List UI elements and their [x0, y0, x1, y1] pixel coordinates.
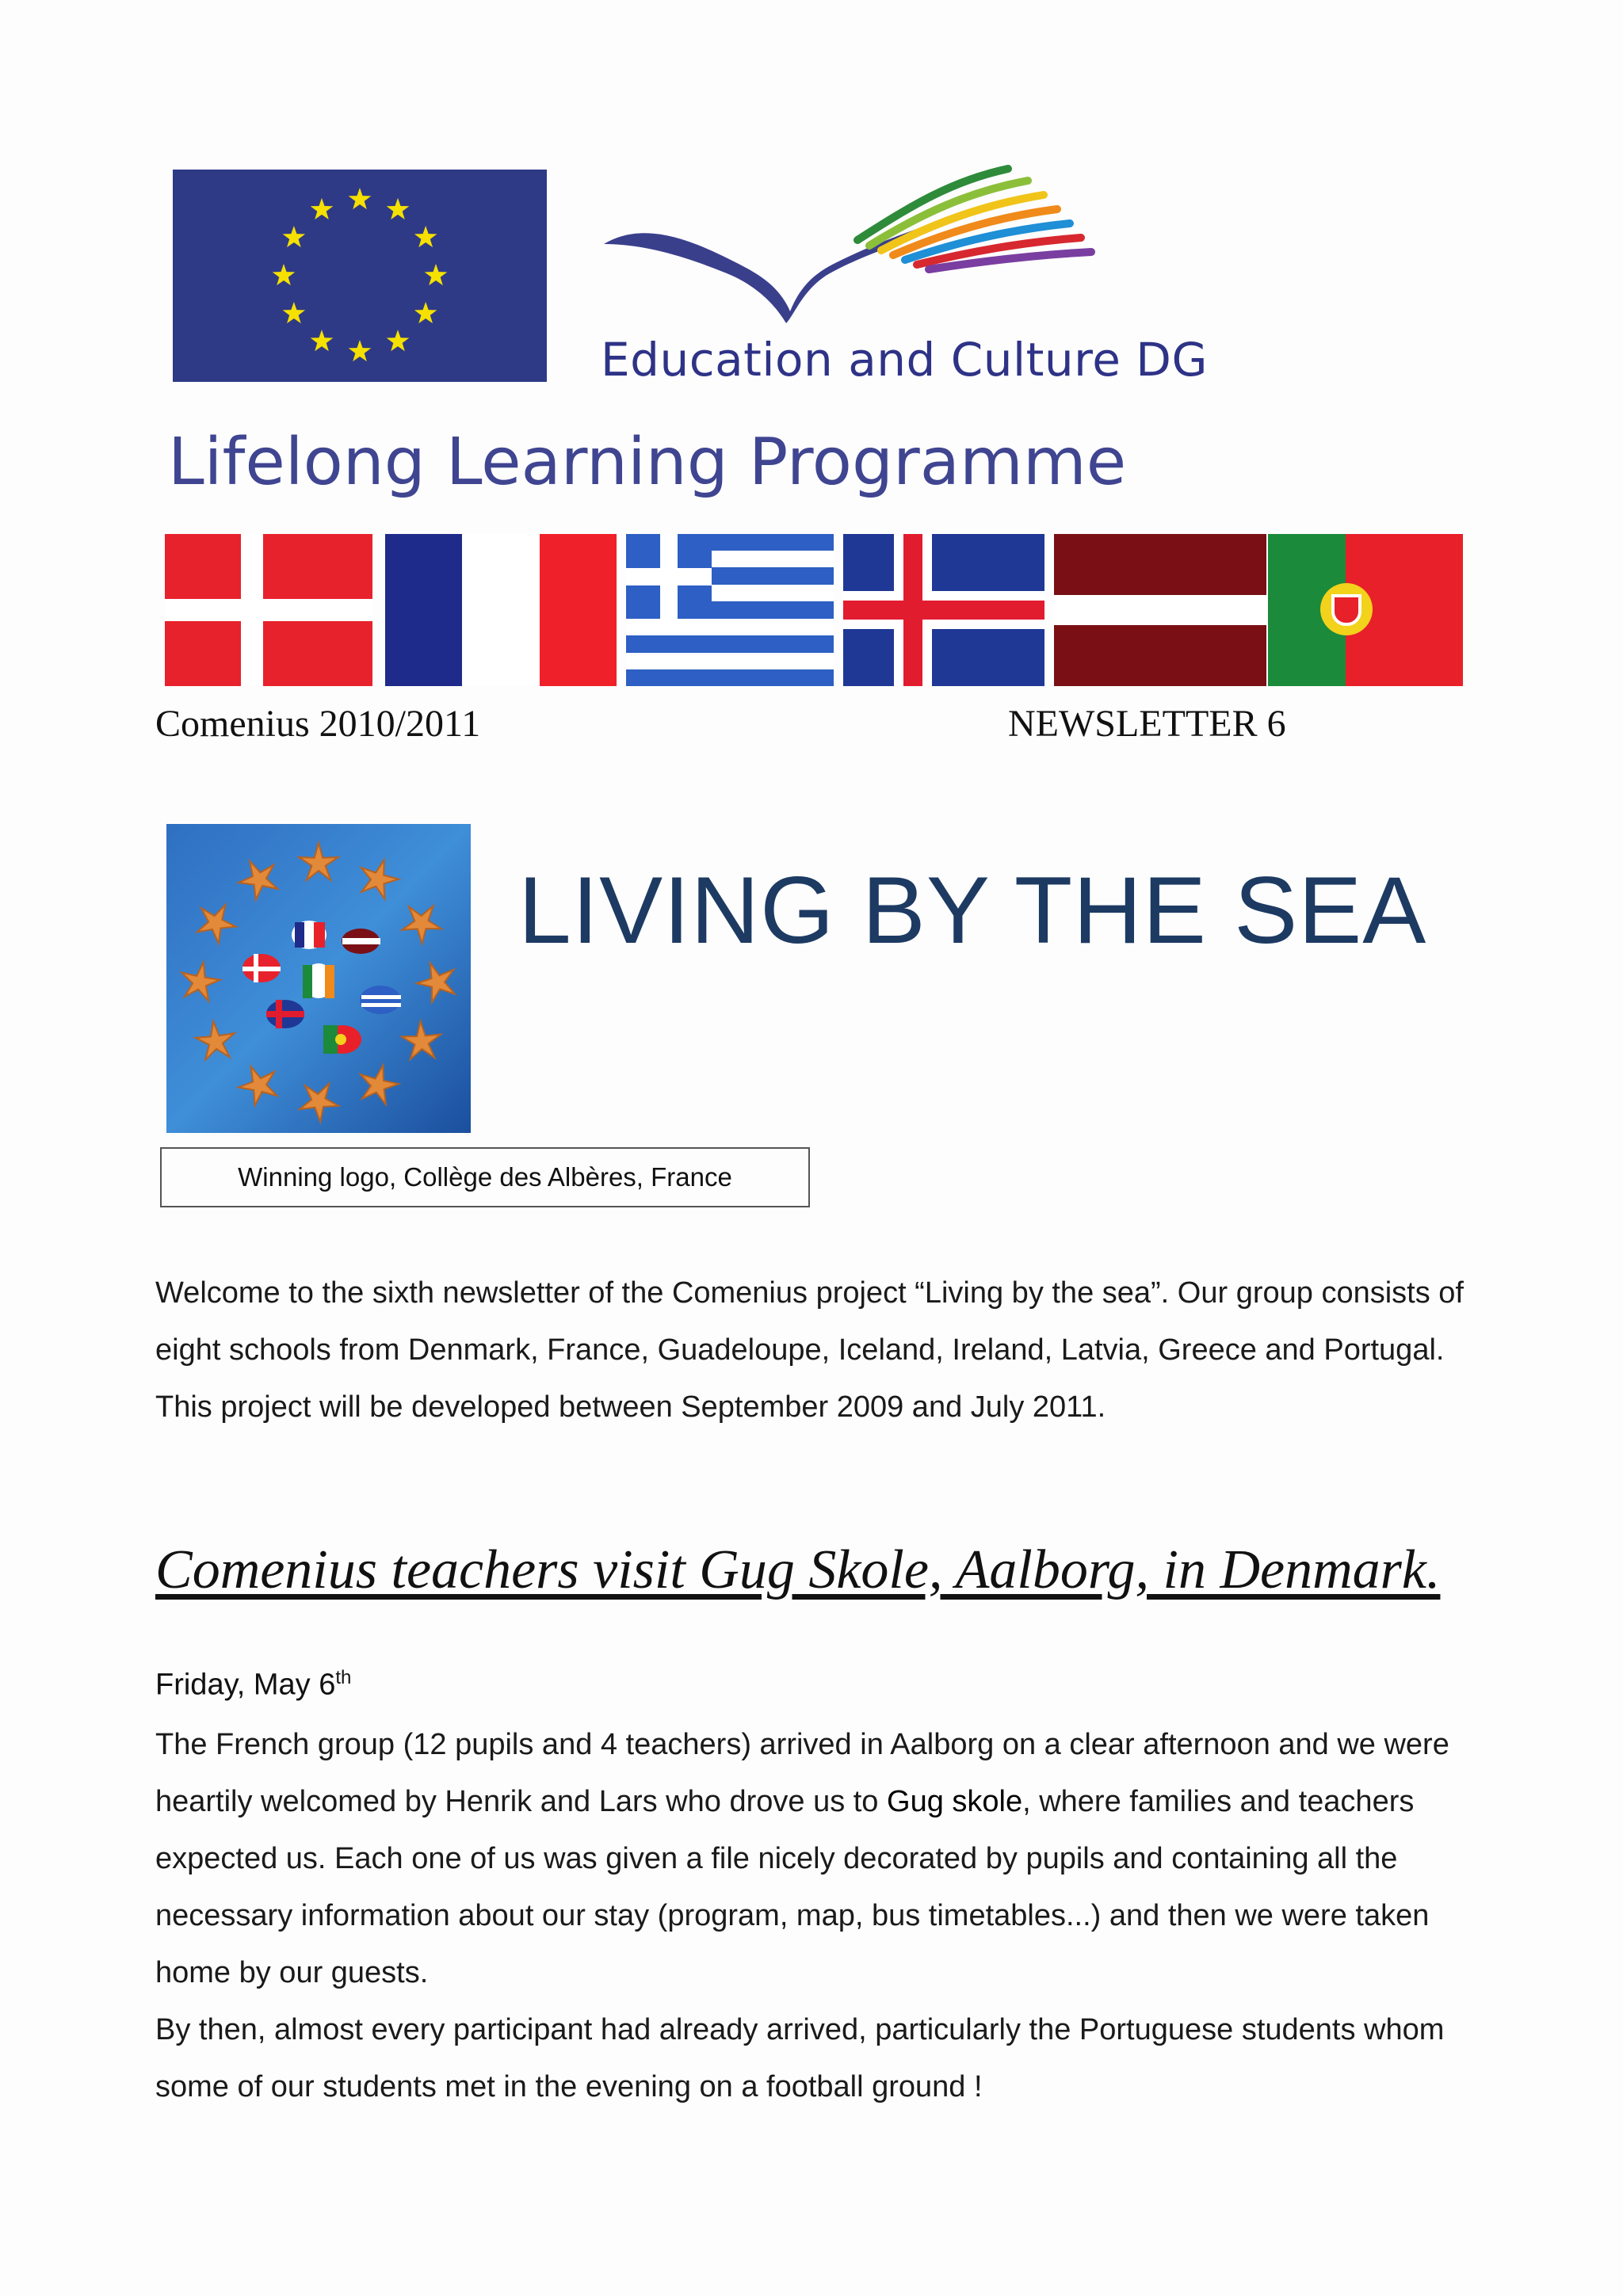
llp-bird-logo: [596, 165, 1111, 323]
comenius-year: Comenius 2010/2011: [155, 703, 481, 745]
date-suffix: th: [335, 1667, 352, 1688]
logo-caption-text: Winning logo, Collège des Albères, France: [238, 1162, 732, 1192]
logo-caption: [160, 1147, 810, 1207]
latvia-flag: [1054, 534, 1266, 686]
page-title: LIVING BY THE SEA: [518, 857, 1427, 963]
france-flag: [385, 534, 617, 686]
denmark-flag: [165, 534, 372, 686]
portugal-flag: [1268, 534, 1463, 686]
eu-flag-logo: [173, 170, 547, 382]
section-heading: Comenius teachers visit Gug Skole, Aalborg, in Denmark.: [155, 1539, 1441, 1600]
date-text: Friday, May 6: [155, 1668, 336, 1702]
intro-paragraph: Welcome to the sixth newsletter of the Comenius project “Living by the sea”. Our group consists of eight schools from Denmark, France, Guadeloupe, Iceland, Ireland, Latvia, Greece and Portugal. This project will be developed between September 2009 and July 2011.: [155, 1276, 1464, 1424]
story-paragraph-2: By then, almost every participant had already arrived, particularly the Portuguese students whom some of our students met in the evening on a football ground !: [155, 2013, 1445, 2103]
eu-stars-icon: [173, 170, 547, 382]
story-text: [155, 1716, 1471, 2115]
newsletter-number: NEWSLETTER 6: [1008, 703, 1286, 745]
story-part-2: , where families and teachers expected us. Each one of us was given a file nicely decorated by pupils and containing all the necessary information about our stay (program, map, bus timetables...) and then we were taken home by our guests.: [155, 1785, 1430, 1989]
winning-logo-image: [166, 824, 471, 1133]
greece-flag: [626, 534, 834, 686]
story-part-1: The French group (12 pupils and 4 teachers) arrived in Aalborg on a clear afternoon and we were heartily welcomed by Henrik and Lars who drove us to: [155, 1728, 1449, 1818]
iceland-flag: [843, 534, 1044, 686]
date-label: [155, 1667, 351, 1703]
dg-name: Education and Culture DG: [601, 333, 1208, 387]
programme-name: Lifelong Learning Programme: [168, 425, 1127, 500]
school-name: Gug skole: [887, 1785, 1023, 1818]
